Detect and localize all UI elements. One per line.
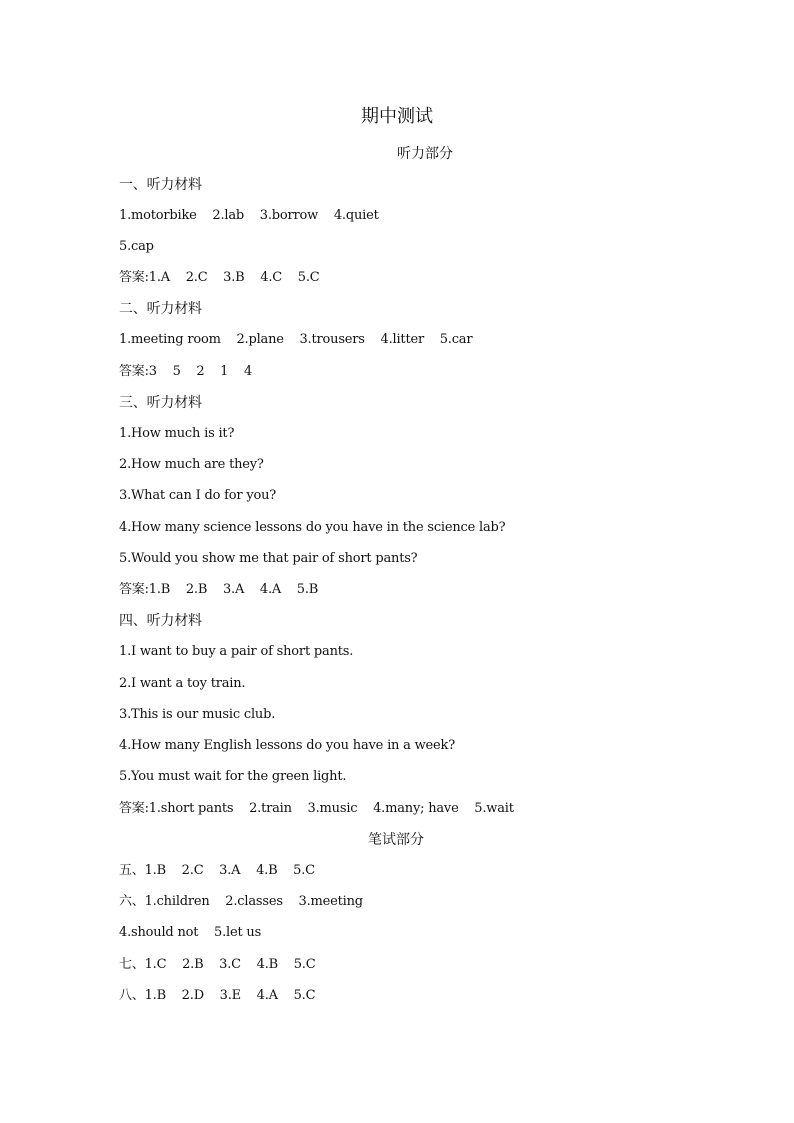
listening-section-label: 听力部分 (397, 146, 453, 162)
section1-answer: 答案:1.A 2.C 3.B 4.C 5.C (119, 270, 320, 285)
page-title: 期中测试 (361, 106, 433, 127)
section3-item: 2.How much are they? (119, 457, 264, 472)
written-six-line1: 六、1.children 2.classes 3.meeting (119, 894, 363, 909)
section3-item: 5.Would you show me that pair of short pants? (119, 551, 418, 566)
section4-item: 3.This is our music club. (119, 707, 276, 722)
section3-item: 1.How much is it? (119, 426, 235, 441)
section1-line2: 5.cap (119, 239, 154, 254)
section4-item: 4.How many English lessons do you have in a week? (119, 738, 455, 753)
written-six-line2: 4.should not 5.let us (119, 925, 262, 940)
section3-item: 4.How many science lessons do you have in the science lab? (119, 520, 506, 535)
written-five: 五、1.B 2.C 3.A 4.B 5.C (119, 863, 315, 878)
section4-item: 5.You must wait for the green light. (119, 769, 347, 784)
section2-line1: 1.meeting room 2.plane 3.trousers 4.litter 5.car (119, 332, 473, 347)
section4-item: 2.I want a toy train. (119, 676, 246, 691)
section4-answer: 答案:1.short pants 2.train 3.music 4.many; have 5.wait (119, 801, 514, 816)
section2-answer: 答案:3 5 2 1 4 (119, 364, 253, 379)
written-seven: 七、1.C 2.B 3.C 4.B 5.C (119, 957, 316, 972)
section4-heading: 四、听力材料 (119, 613, 202, 629)
section3-answer: 答案:1.B 2.B 3.A 4.A 5.B (119, 582, 319, 597)
section3-item: 3.What can I do for you? (119, 488, 277, 503)
section1-line1: 1.motorbike 2.lab 3.borrow 4.quiet (119, 208, 379, 223)
section3-heading: 三、听力材料 (119, 395, 202, 411)
written-section-label: 笔试部分 (368, 832, 424, 848)
written-eight: 八、1.B 2.D 3.E 4.A 5.C (119, 988, 316, 1003)
section1-heading: 一、听力材料 (119, 177, 202, 193)
section2-heading: 二、听力材料 (119, 301, 202, 317)
section4-item: 1.I want to buy a pair of short pants. (119, 644, 354, 659)
